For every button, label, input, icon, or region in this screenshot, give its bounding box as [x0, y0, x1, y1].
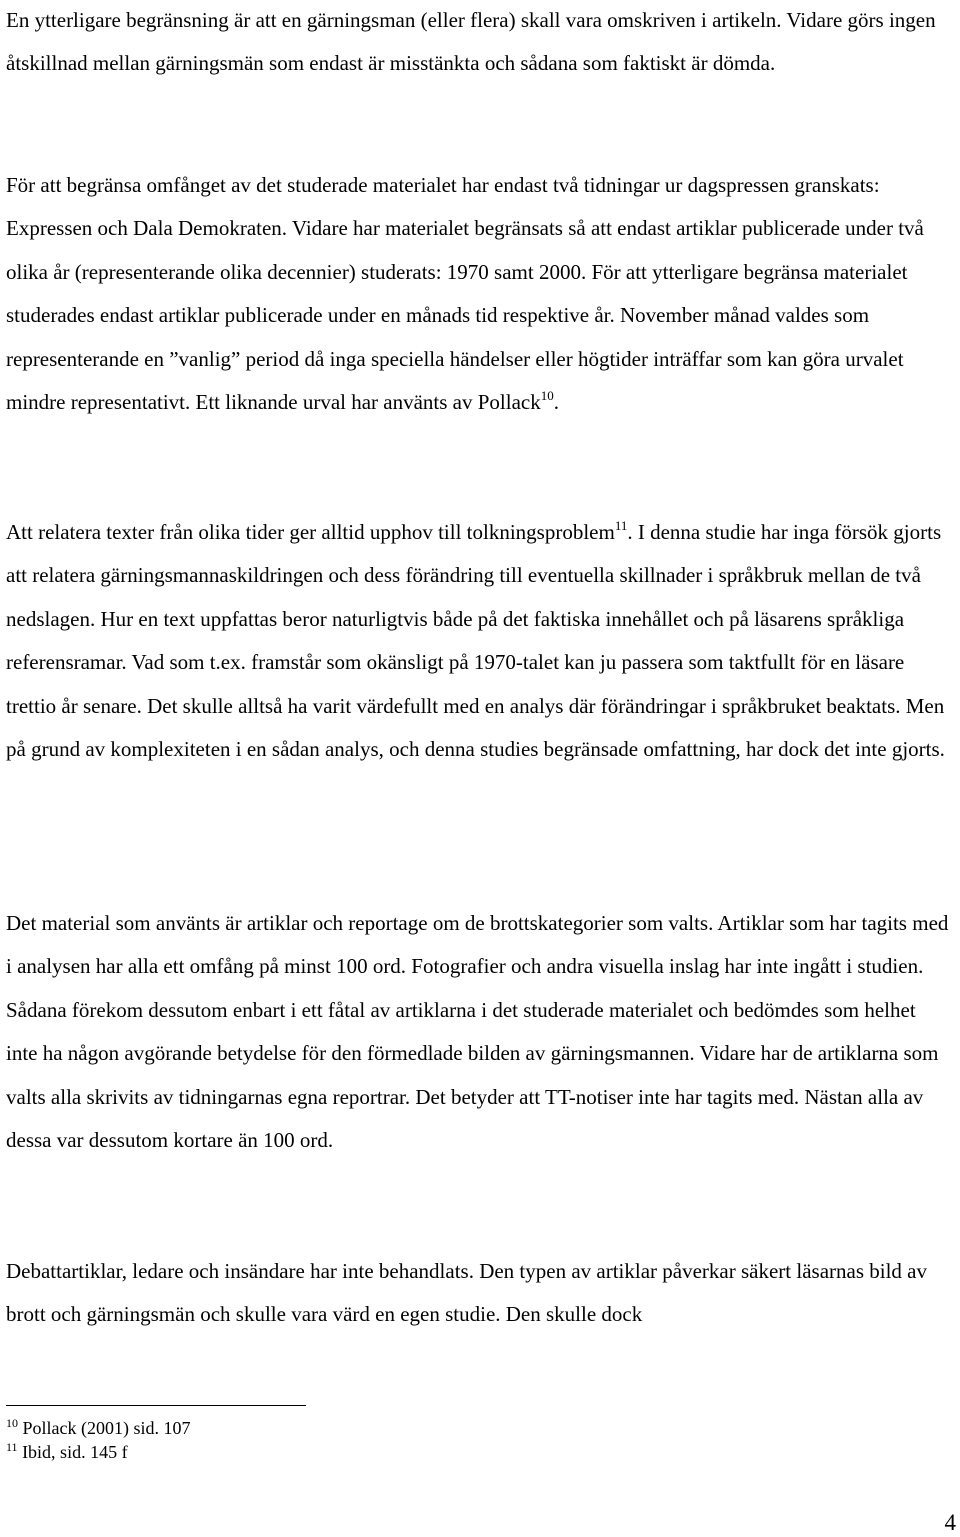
footnote-number: 10 — [6, 1416, 18, 1430]
paragraph-text: . — [553, 390, 559, 415]
footnote-number: 11 — [6, 1440, 18, 1454]
footnote-text: Ibid, sid. 145 f — [22, 1442, 128, 1462]
paragraph: Debattartiklar, ledare och insändare har inte behandlats. Den typen av artiklar påverkar säkert läsarnas bild av brott och gärningsmän och skulle vara värd en egen studie. Den skulle dock — [6, 1259, 928, 1327]
paragraph — [6, 511, 952, 771]
footnote — [6, 1440, 128, 1464]
paragraph-text: Att relatera texter från olika tider ger alltid upphov till tolkningsproblem — [6, 520, 615, 544]
footnote-separator — [6, 1405, 306, 1406]
paragraph — [6, 164, 952, 424]
footnote-reference[interactable]: 11 — [614, 518, 628, 533]
paragraph-text: För att begränsa omfånget av det studerade materialet har endast två tidningar ur dagspressen granskats: Expressen och Dala Demokraten. Vidare har materialet begränsats så att endast artiklar publicerade under två olika år (representerande olika decennier) studerats: 1970 samt 2000. För att ytterligare begränsa materialet studerades endast artiklar publicerade under en månads tid respektive år. November månad valdes som representerande en ”vanlig” period då inga speciella händelser eller högtider inträffar som kan göra urvalet mindre representativt. Ett liknande urval har använts av Pollack — [6, 173, 924, 415]
paragraph: En ytterligare begränsning är att en gärningsman (eller flera) skall vara omskriven i artikeln. Vidare görs ingen åtskillnad mellan gärningsmän som endast är misstänkta och sådana som faktiskt är dömda. — [6, 8, 936, 76]
footnote-text: Pollack (2001) sid. 107 — [22, 1418, 191, 1438]
footnote-reference[interactable]: 10 — [540, 388, 554, 404]
page-number: 4 — [944, 1510, 956, 1535]
paragraph-text: . I denna studie har inga försök gjorts att relatera gärningsmannaskildringen och dess förändring till eventuella skillnader i språkbruk mellan de två nedslagen. Hur en text uppfattas beror naturligtvis både på det faktiska innehållet och på läsarens språkliga referensramar. Vad som t.ex. framstår som okänsligt på 1970-talet kan ju passera som taktfullt för en läsare trettio år senare. Det skulle alltså ha varit värdefullt med en analys där förändringar i språkbruket beaktats. Men på grund av komplexiteten i en sådan analys, och denna studies begränsade omfattning, har dock det inte gjorts. — [6, 520, 945, 762]
paragraph: Det material som använts är artiklar och reportage om de brottskategorier som valts. Artiklar som har tagits med i analysen har alla ett omfång på minst 100 ord. Fotografier och andra visuella inslag har inte ingått i studien. Sådana förekom dessutom enbart i ett fåtal av artiklarna i det studerade materialet och bedömdes som helhet inte ha någon avgörande betydelse för den förmedlade bilden av gärningsmannen. Vidare har de artiklarna som valts alla skrivits av tidningarnas egna reportrar. Det betyder att TT-notiser inte har tagits med. Nästan alla av dessa var dessutom kortare än 100 ord. — [6, 911, 949, 1153]
footnote — [6, 1416, 191, 1440]
